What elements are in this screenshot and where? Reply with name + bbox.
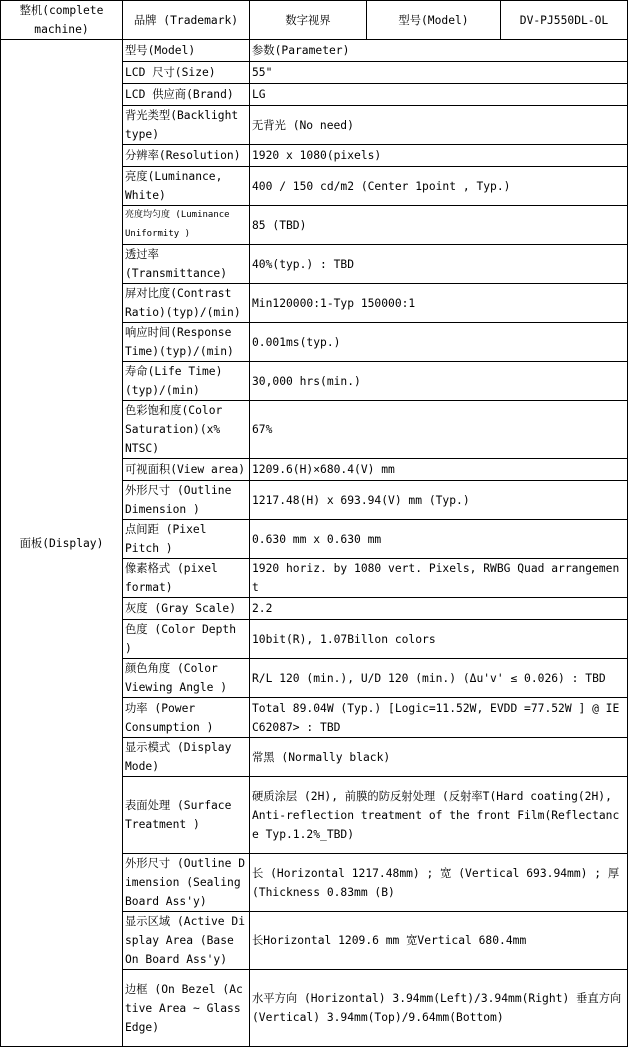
param-label: LCD 供应商(Brand) [123, 84, 250, 106]
param-label: 显示模式 (Display Mode) [123, 738, 250, 777]
param-value: 1920 x 1080(pixels) [250, 145, 628, 167]
param-label: 像素格式 (pixel format) [123, 559, 250, 598]
param-value: 2.2 [250, 598, 628, 620]
trademark-label: 品牌 (Trademark) [123, 1, 250, 40]
param-label: 屏对比度(Contrast Ratio)(typ)/(min) [123, 284, 250, 323]
param-value: 0.630 mm x 0.630 mm [250, 520, 628, 559]
table-row [1, 40, 628, 62]
param-label: 点间距 (Pixel Pitch ) [123, 520, 250, 559]
param-label: 显示区域 (Active Display Area (Base On Board Ass'y) [123, 912, 250, 970]
param-value: 无背光 (No need) [250, 106, 628, 145]
param-label: 亮度均匀度 (Luminance Uniformity ) [123, 206, 250, 245]
param-value: 1217.48(H) x 693.94(V) mm (Typ.) [250, 481, 628, 520]
param-label: 外形尺寸 (Outline Dimension ) [123, 481, 250, 520]
param-value: 1209.6(H)×680.4(V) mm [250, 459, 628, 481]
param-label: 表面处理 (Surface Treatment ) [123, 777, 250, 854]
param-value: 水平方向 (Horizontal) 3.94mm(Left)/3.94mm(Right) 垂直方向 (Vertical) 3.94mm(Top)/9.64mm(Bottom) [250, 970, 628, 1047]
param-label: 色度 (Color Depth ) [123, 620, 250, 659]
model-label: 型号(Model) [367, 1, 501, 40]
param-label: 亮度(Luminance, White) [123, 167, 250, 206]
param-value: 常黑 (Normally black) [250, 738, 628, 777]
param-label: 透过率(Transmittance) [123, 245, 250, 284]
param-value: 长Horizontal 1209.6 mm 宽Vertical 680.4mm [250, 912, 628, 970]
param-value: 长 (Horizontal 1217.48mm) ; 宽 (Vertical 693.94mm) ; 厚 (Thickness 0.83mm (B) [250, 854, 628, 912]
param-value: 10bit(R), 1.07Billon colors [250, 620, 628, 659]
param-label: 型号(Model) [123, 40, 250, 62]
param-value: 0.001ms(typ.) [250, 323, 628, 362]
machine-label: 整机(complete machine) [1, 1, 123, 40]
param-value: 1920 horiz. by 1080 vert. Pixels, RWBG Quad arrangement [250, 559, 628, 598]
param-value: 参数(Parameter) [250, 40, 628, 62]
param-value: 400 / 150 cd/m2 (Center 1point , Typ.) [250, 167, 628, 206]
param-label: 外形尺寸 (Outline Dimension (Sealing Board Ass'y) [123, 854, 250, 912]
param-value: LG [250, 84, 628, 106]
param-value: 55" [250, 62, 628, 84]
param-label: LCD 尺寸(Size) [123, 62, 250, 84]
param-label: 寿命(Life Time)(typ)/(min) [123, 362, 250, 401]
param-value: 67% [250, 401, 628, 459]
param-value: 硬质涂层 (2H), 前膜的防反射处理 (反射率T(Hard coating(2H), Anti-reflection treatment of the front Film(Reflectance Typ.1.2%_TBD) [250, 777, 628, 854]
header-row [1, 1, 628, 40]
param-label: 分辨率(Resolution) [123, 145, 250, 167]
param-value: Total 89.04W (Typ.) [Logic=11.52W, EVDD =77.52W ] @ IEC62087> : TBD [250, 698, 628, 738]
param-value: Min120000:1-Typ 150000:1 [250, 284, 628, 323]
param-label: 响应时间(Response Time)(typ)/(min) [123, 323, 250, 362]
param-label: 灰度 (Gray Scale) [123, 598, 250, 620]
param-label: 可视面积(View area) [123, 459, 250, 481]
param-label: 颜色角度 (Color Viewing Angle ) [123, 659, 250, 698]
model-value: DV-PJ550DL-OL [501, 1, 628, 40]
param-value: 85 (TBD) [250, 206, 628, 245]
param-label: 色彩饱和度(Color Saturation)(x% NTSC) [123, 401, 250, 459]
param-label: 背光类型(Backlight type) [123, 106, 250, 145]
param-value: 40%(typ.) : TBD [250, 245, 628, 284]
section-label: 面板(Display) [1, 40, 123, 1047]
trademark-value: 数字视界 [250, 1, 367, 40]
param-value: R/L 120 (min.), U/D 120 (min.) (Δu'v' ≤ 0.026) : TBD [250, 659, 628, 698]
param-label: 功率 (Power Consumption ) [123, 698, 250, 738]
param-value: 30,000 hrs(min.) [250, 362, 628, 401]
param-label: 边框 (On Bezel (Active Area ~ Glass Edge) [123, 970, 250, 1047]
